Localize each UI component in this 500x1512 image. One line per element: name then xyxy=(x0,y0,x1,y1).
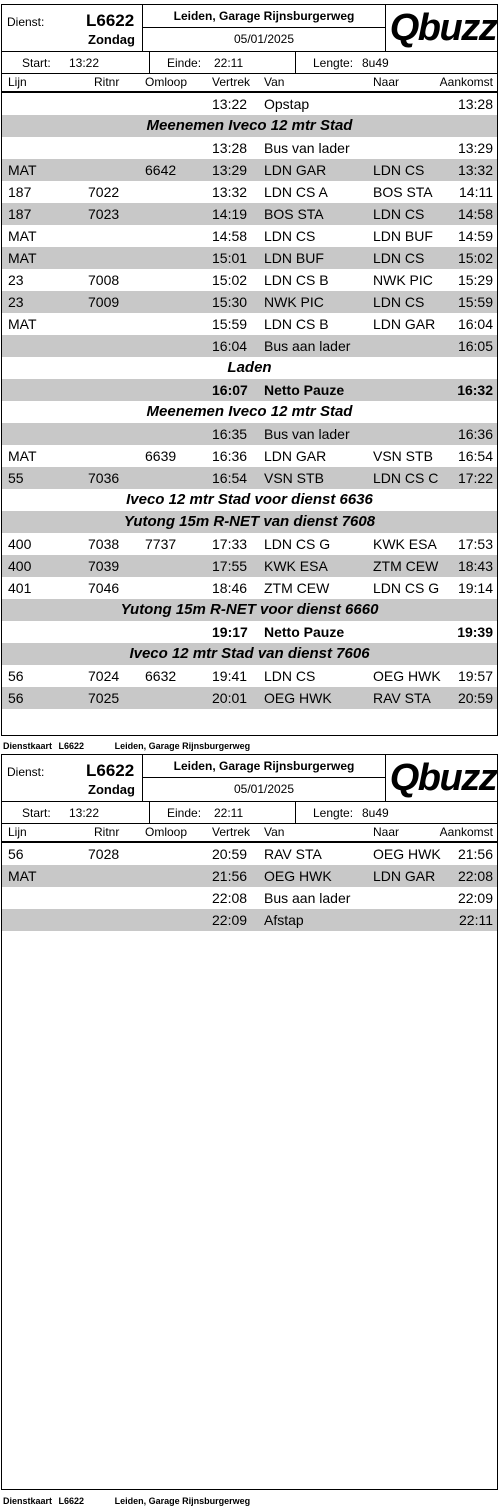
section-title: Laden xyxy=(227,359,272,376)
vertrek-cell: 13:28 xyxy=(212,140,248,156)
lijn-cell: 187 xyxy=(8,184,32,200)
section-header xyxy=(2,357,497,379)
vertrek-cell: 16:07 xyxy=(212,382,248,398)
aankomst-cell: 18:43 xyxy=(457,558,493,574)
section-title: Meenemen Iveco 12 mtr Stad xyxy=(146,403,353,420)
lijn-cell: 187 xyxy=(8,206,32,222)
section-header xyxy=(2,511,497,533)
vertrek-cell: 13:22 xyxy=(212,96,248,112)
aankomst-cell: 16:54 xyxy=(457,448,493,464)
column-headers xyxy=(2,74,497,93)
aankomst-cell: 14:11 xyxy=(459,184,493,200)
aankomst-cell: 22:11 xyxy=(459,912,493,928)
van-cell: Afstap xyxy=(264,912,304,928)
col-aankomst: Aankomst xyxy=(439,75,493,89)
aankomst-cell: 16:32 xyxy=(457,382,493,398)
footer-dienst-number: L6622 xyxy=(58,1496,85,1506)
aankomst-cell: 17:22 xyxy=(457,470,493,486)
trip-row xyxy=(2,181,497,203)
trip-row xyxy=(2,665,497,687)
dienstkaart-page-1 xyxy=(1,4,498,736)
aankomst-cell: 22:08 xyxy=(457,868,493,884)
start-label: Start: xyxy=(22,56,51,70)
aankomst-cell: 22:09 xyxy=(457,890,493,906)
trip-row xyxy=(2,93,497,115)
lijn-cell: MAT xyxy=(8,316,37,332)
van-cell: ZTM CEW xyxy=(264,580,330,596)
column-headers xyxy=(2,824,497,843)
col-naar: Naar xyxy=(373,825,400,839)
trip-row xyxy=(2,291,497,313)
omloop-cell: 6632 xyxy=(145,668,177,684)
footer-dienst-number: L6622 xyxy=(58,741,85,751)
vertrek-cell: 17:55 xyxy=(212,558,248,574)
vertrek-cell: 15:30 xyxy=(212,294,248,310)
lijn-cell: 56 xyxy=(8,690,24,706)
aankomst-cell: 17:53 xyxy=(457,536,493,552)
ritnr-cell: 7046 xyxy=(88,580,120,596)
shift-length: 8u49 xyxy=(362,56,389,70)
trip-row xyxy=(2,865,497,887)
van-cell: KWK ESA xyxy=(264,558,328,574)
trip-row xyxy=(2,203,497,225)
footer-garage: Leiden, Garage Rijnsburgerweg xyxy=(114,1496,251,1506)
dienst-label: Dienst: xyxy=(7,15,45,29)
date: 05/01/2025 xyxy=(233,782,295,796)
naar-cell: NWK PIC xyxy=(373,272,433,288)
vertrek-cell: 15:59 xyxy=(212,316,248,332)
aankomst-cell: 16:04 xyxy=(457,316,493,332)
aankomst-cell: 20:59 xyxy=(457,690,493,706)
divider xyxy=(295,52,296,73)
naar-cell: VSN STB xyxy=(373,448,433,464)
ritnr-cell: 7023 xyxy=(88,206,120,222)
naar-cell: LDN CS xyxy=(373,206,425,222)
naar-cell: LDN CS C xyxy=(373,470,439,486)
col-ritnr: Ritnr xyxy=(94,825,120,839)
naar-cell: LDN CS xyxy=(373,162,425,178)
van-cell: RAV STA xyxy=(264,846,322,862)
naar-cell: OEG HWK xyxy=(373,668,441,684)
pause-row xyxy=(2,379,497,401)
end-label: Einde: xyxy=(167,806,202,820)
trip-row xyxy=(2,467,497,489)
col-van: Van xyxy=(264,825,285,839)
van-cell: LDN GAR xyxy=(264,448,327,464)
vertrek-cell: 13:32 xyxy=(212,184,248,200)
garage-name: Leiden, Garage Rijnsburgerweg xyxy=(143,5,385,28)
vertrek-cell: 13:29 xyxy=(212,162,248,178)
aankomst-cell: 16:36 xyxy=(457,426,493,442)
vertrek-cell: 19:41 xyxy=(212,668,248,684)
trip-row xyxy=(2,445,497,467)
van-cell: Bus aan lader xyxy=(264,890,351,906)
van-cell: BOS STA xyxy=(264,206,324,222)
van-cell: LDN CS A xyxy=(264,184,328,200)
ritnr-cell: 7036 xyxy=(88,470,120,486)
aankomst-cell: 19:14 xyxy=(457,580,493,596)
divider xyxy=(149,52,150,73)
shift-length: 8u49 xyxy=(362,806,389,820)
van-cell: Bus van lader xyxy=(264,140,350,156)
shift-info-bar xyxy=(2,802,497,824)
footer-label: Dienstkaart xyxy=(3,741,53,751)
vertrek-cell: 20:59 xyxy=(212,846,248,862)
van-cell: NWK PIC xyxy=(264,294,324,310)
end-time: 22:11 xyxy=(214,56,244,70)
col-omloop: Omloop xyxy=(145,825,188,839)
ritnr-cell: 7009 xyxy=(88,294,120,310)
aankomst-cell: 15:02 xyxy=(457,250,493,266)
van-cell: LDN CS G xyxy=(264,536,331,552)
lijn-cell: 56 xyxy=(8,846,24,862)
dienst-number: L6622 xyxy=(86,11,135,30)
end-label: Einde: xyxy=(167,56,202,70)
lijn-cell: MAT xyxy=(8,868,37,884)
aankomst-cell: 15:29 xyxy=(457,272,493,288)
naar-cell: KWK ESA xyxy=(373,536,437,552)
naar-cell: LDN CS G xyxy=(373,580,440,596)
aankomst-cell: 13:28 xyxy=(457,96,493,112)
van-cell: OEG HWK xyxy=(264,868,332,884)
van-cell: Netto Pauze xyxy=(264,624,345,640)
col-lijn: Lijn xyxy=(8,75,27,89)
date: 05/01/2025 xyxy=(233,32,295,46)
divider xyxy=(149,802,150,823)
trip-row xyxy=(2,423,497,445)
trip-list xyxy=(2,93,497,709)
vertrek-cell: 20:01 xyxy=(212,690,248,706)
trip-row xyxy=(2,313,497,335)
lijn-cell: 55 xyxy=(8,470,24,486)
lijn-cell: 401 xyxy=(8,580,32,596)
omloop-cell: 6642 xyxy=(145,162,177,178)
trip-row xyxy=(2,687,497,709)
aankomst-cell: 19:39 xyxy=(457,624,493,640)
pause-row xyxy=(2,621,497,643)
vertrek-cell: 14:58 xyxy=(212,228,248,244)
naar-cell: LDN CS xyxy=(373,294,425,310)
divider xyxy=(385,5,386,51)
trip-row xyxy=(2,269,497,291)
vertrek-cell: 19:17 xyxy=(212,624,248,640)
vertrek-cell: 16:54 xyxy=(212,470,248,486)
trip-row xyxy=(2,843,497,865)
trip-row xyxy=(2,335,497,357)
col-omloop: Omloop xyxy=(145,75,188,89)
col-aankomst: Aankomst xyxy=(439,825,493,839)
section-header xyxy=(2,489,497,511)
start-label: Start: xyxy=(22,806,51,820)
section-title: Yutong 15m R-NET van dienst 7608 xyxy=(123,513,376,530)
lijn-cell: 400 xyxy=(8,536,32,552)
dienstkaart-page-2 xyxy=(1,754,498,1490)
van-cell: LDN BUF xyxy=(264,250,324,266)
vertrek-cell: 16:36 xyxy=(212,448,248,464)
ritnr-cell: 7025 xyxy=(88,690,120,706)
vertrek-cell: 18:46 xyxy=(212,580,248,596)
start-time: 13:22 xyxy=(69,56,100,70)
day-label: Zondag xyxy=(88,782,135,797)
section-header xyxy=(2,599,497,621)
lijn-cell: MAT xyxy=(8,162,37,178)
card-header xyxy=(2,5,497,52)
van-cell: LDN CS xyxy=(264,228,316,244)
dienst-label: Dienst: xyxy=(7,765,45,779)
col-vertrek: Vertrek xyxy=(212,75,251,89)
lijn-cell: 23 xyxy=(8,294,24,310)
col-lijn: Lijn xyxy=(8,825,27,839)
vertrek-cell: 15:02 xyxy=(212,272,248,288)
vertrek-cell: 22:08 xyxy=(212,890,248,906)
omloop-cell: 7737 xyxy=(145,536,177,552)
qbuzz-logo: Qbuzz xyxy=(389,7,497,49)
trip-list xyxy=(2,843,497,931)
naar-cell: ZTM CEW xyxy=(373,558,439,574)
naar-cell: BOS STA xyxy=(373,184,433,200)
trip-row xyxy=(2,577,497,599)
section-header xyxy=(2,643,497,665)
aankomst-cell: 19:57 xyxy=(457,668,493,684)
trip-row xyxy=(2,137,497,159)
trip-row xyxy=(2,159,497,181)
van-cell: Bus aan lader xyxy=(264,338,351,354)
page-footer xyxy=(3,741,258,751)
lijn-cell: MAT xyxy=(8,250,37,266)
naar-cell: LDN GAR xyxy=(373,316,436,332)
vertrek-cell: 14:19 xyxy=(212,206,248,222)
section-title: Meenemen Iveco 12 mtr Stad xyxy=(146,117,353,134)
trip-row xyxy=(2,887,497,909)
qbuzz-logo: Qbuzz xyxy=(389,757,497,799)
aankomst-cell: 16:05 xyxy=(457,338,493,354)
vertrek-cell: 15:01 xyxy=(212,250,248,266)
length-label: Lengte: xyxy=(313,806,354,820)
naar-cell: RAV STA xyxy=(373,690,431,706)
aankomst-cell: 13:32 xyxy=(457,162,493,178)
end-time: 22:11 xyxy=(214,806,244,820)
start-time: 13:22 xyxy=(69,806,100,820)
aankomst-cell: 21:56 xyxy=(457,846,493,862)
length-label: Lengte: xyxy=(313,56,354,70)
col-vertrek: Vertrek xyxy=(212,825,251,839)
col-van: Van xyxy=(264,75,285,89)
aankomst-cell: 13:29 xyxy=(457,140,493,156)
vertrek-cell: 17:33 xyxy=(212,536,248,552)
naar-cell: LDN CS xyxy=(373,250,425,266)
shift-info-bar xyxy=(2,52,497,74)
divider xyxy=(385,755,386,801)
card-header xyxy=(2,755,497,802)
van-cell: Opstap xyxy=(264,96,310,112)
vertrek-cell: 22:09 xyxy=(212,912,248,928)
van-cell: VSN STB xyxy=(264,470,324,486)
trip-row xyxy=(2,909,497,931)
naar-cell: OEG HWK xyxy=(373,846,441,862)
divider xyxy=(295,802,296,823)
ritnr-cell: 7028 xyxy=(88,846,120,862)
lijn-cell: MAT xyxy=(8,448,37,464)
van-cell: Bus van lader xyxy=(264,426,350,442)
ritnr-cell: 7022 xyxy=(88,184,120,200)
lijn-cell: 400 xyxy=(8,558,32,574)
day-label: Zondag xyxy=(88,32,135,47)
vertrek-cell: 16:35 xyxy=(212,426,248,442)
col-ritnr: Ritnr xyxy=(94,75,120,89)
aankomst-cell: 14:59 xyxy=(457,228,493,244)
van-cell: LDN CS B xyxy=(264,316,329,332)
aankomst-cell: 14:58 xyxy=(457,206,493,222)
ritnr-cell: 7024 xyxy=(88,668,120,684)
footer-garage: Leiden, Garage Rijnsburgerweg xyxy=(114,741,251,751)
trip-row xyxy=(2,225,497,247)
page-footer xyxy=(3,1496,258,1506)
section-title: Iveco 12 mtr Stad voor dienst 6636 xyxy=(126,491,373,508)
section-header xyxy=(2,115,497,137)
vertrek-cell: 16:04 xyxy=(212,338,248,354)
ritnr-cell: 7038 xyxy=(88,536,120,552)
col-naar: Naar xyxy=(373,75,400,89)
lijn-cell: 23 xyxy=(8,272,24,288)
van-cell: LDN CS B xyxy=(264,272,329,288)
van-cell: LDN GAR xyxy=(264,162,327,178)
omloop-cell: 6639 xyxy=(145,448,177,464)
trip-row xyxy=(2,247,497,269)
section-title: Iveco 12 mtr Stad van dienst 7606 xyxy=(129,645,370,662)
trip-row xyxy=(2,555,497,577)
van-cell: Netto Pauze xyxy=(264,382,345,398)
lijn-cell: MAT xyxy=(8,228,37,244)
section-header xyxy=(2,401,497,423)
trip-row xyxy=(2,533,497,555)
aankomst-cell: 15:59 xyxy=(457,294,493,310)
vertrek-cell: 21:56 xyxy=(212,868,248,884)
naar-cell: LDN BUF xyxy=(373,228,433,244)
van-cell: OEG HWK xyxy=(264,690,332,706)
ritnr-cell: 7039 xyxy=(88,558,120,574)
van-cell: LDN CS xyxy=(264,668,316,684)
naar-cell: LDN GAR xyxy=(373,868,436,884)
garage-name: Leiden, Garage Rijnsburgerweg xyxy=(143,755,385,778)
footer-label: Dienstkaart xyxy=(3,1496,53,1506)
section-title: Yutong 15m R-NET voor dienst 6660 xyxy=(120,601,379,618)
lijn-cell: 56 xyxy=(8,668,24,684)
dienst-number: L6622 xyxy=(86,761,135,780)
ritnr-cell: 7008 xyxy=(88,272,120,288)
